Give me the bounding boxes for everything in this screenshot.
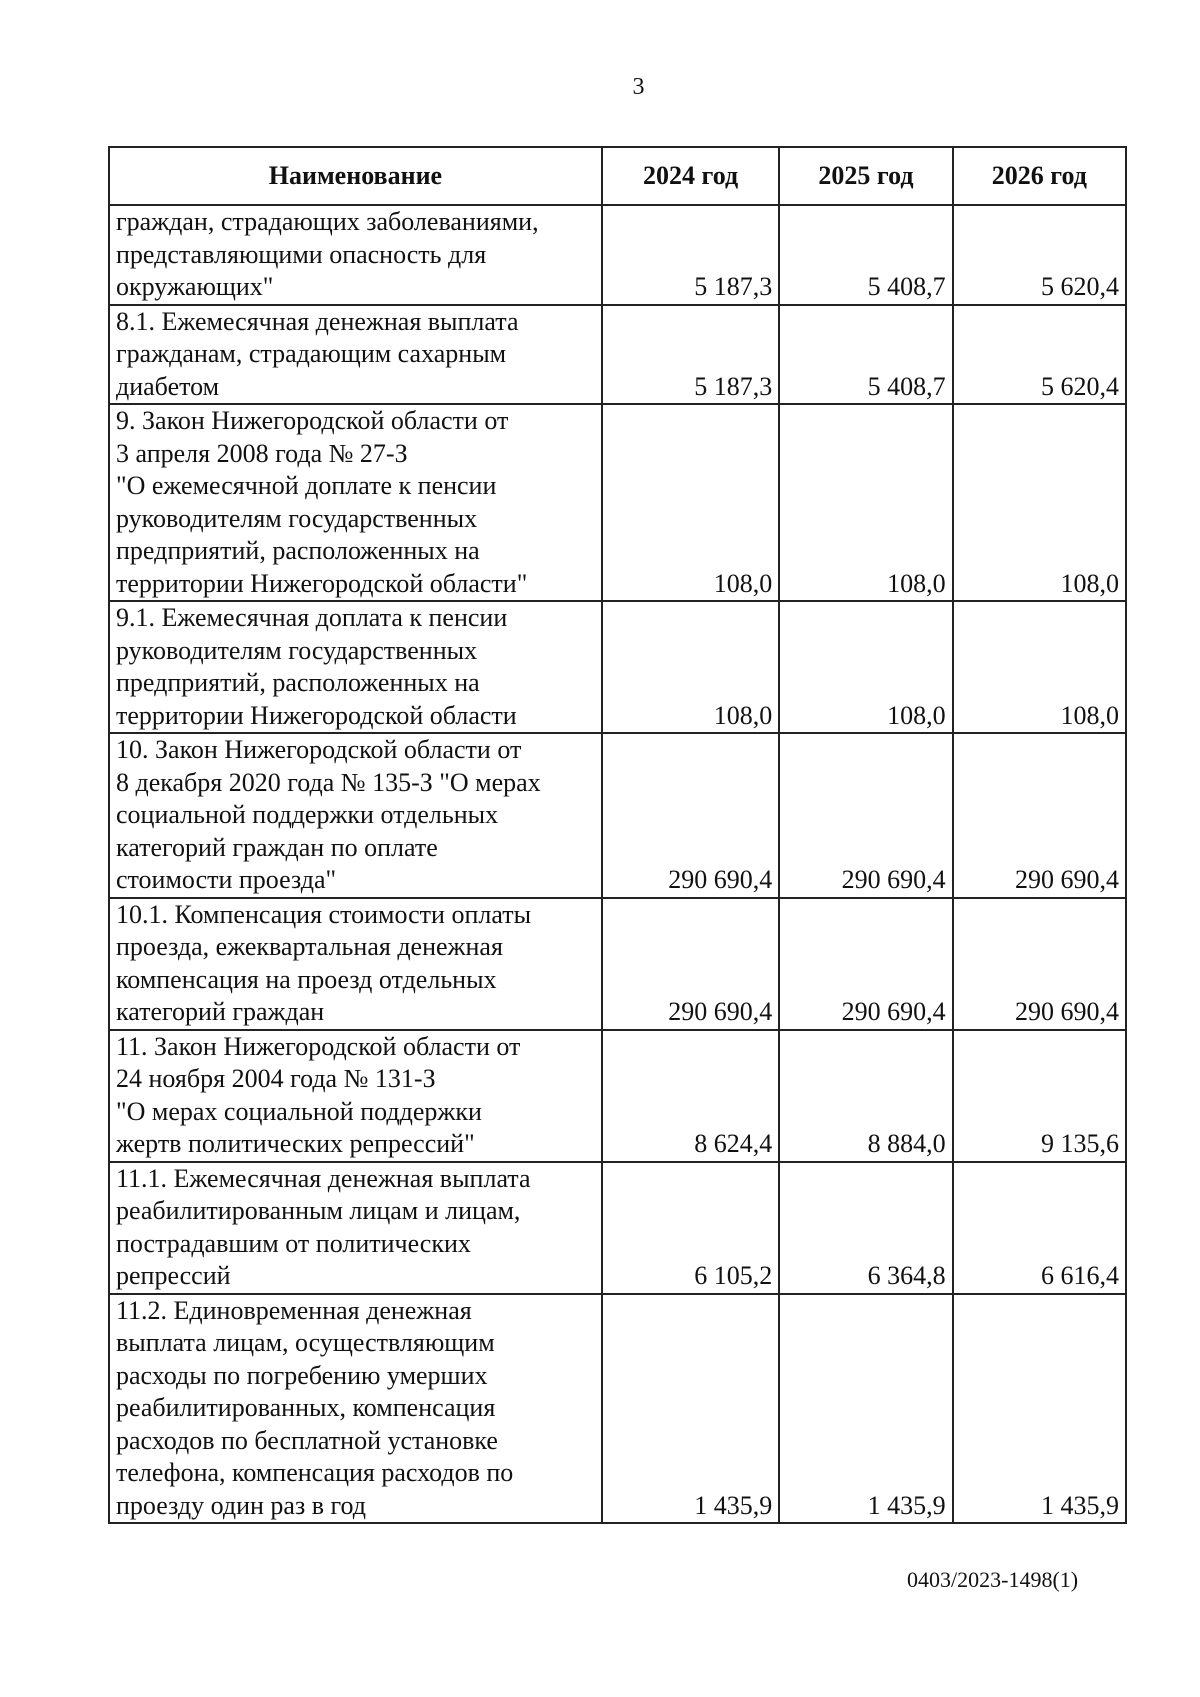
header-name: Наименование xyxy=(109,147,602,205)
row-value-2025: 8 884,0 xyxy=(779,1030,952,1162)
row-value-2025: 290 690,4 xyxy=(779,898,952,1030)
row-name: 10. Закон Нижегородской области от 8 декабря 2020 года № 135-З "О мерах социальной поддержки отдельных категорий граждан по оплате стоимости проезда" xyxy=(109,733,602,898)
row-value-2026: 5 620,4 xyxy=(953,205,1126,305)
row-value-2026: 6 616,4 xyxy=(953,1162,1126,1294)
row-value-2025: 6 364,8 xyxy=(779,1162,952,1294)
row-value-2025: 108,0 xyxy=(779,404,952,601)
table-row xyxy=(109,1162,1126,1294)
table-row xyxy=(109,1294,1126,1524)
row-value-2025: 290 690,4 xyxy=(779,733,952,898)
budget-table xyxy=(108,146,1127,1524)
row-value-2024: 6 105,2 xyxy=(602,1162,779,1294)
header-2025: 2025 год xyxy=(779,147,952,205)
row-value-2025: 1 435,9 xyxy=(779,1294,952,1524)
row-value-2024: 5 187,3 xyxy=(602,305,779,405)
row-value-2025: 5 408,7 xyxy=(779,205,952,305)
row-name: граждан, страдающих заболеваниями, представляющими опасность для окружающих" xyxy=(109,205,602,305)
header-2026: 2026 год xyxy=(953,147,1126,205)
row-name: 8.1. Ежемесячная денежная выплата гражданам, страдающим сахарным диабетом xyxy=(109,305,602,405)
row-value-2024: 8 624,4 xyxy=(602,1030,779,1162)
row-value-2024: 290 690,4 xyxy=(602,733,779,898)
row-value-2024: 1 435,9 xyxy=(602,1294,779,1524)
row-name: 11. Закон Нижегородской области от 24 ноября 2004 года № 131-З "О мерах социальной поддержки жертв политических репрессий" xyxy=(109,1030,602,1162)
document-code: 0403/2023-1498(1) xyxy=(907,1567,1079,1592)
row-value-2024: 5 187,3 xyxy=(602,205,779,305)
table-row xyxy=(109,1030,1126,1162)
row-name: 11.2. Единовременная денежная выплата лицам, осуществляющим расходы по погребению умерших реабилитированных, компенсация расходов по бесплатной установке телефона, компенсация расходов по проезду один раз в год xyxy=(109,1294,602,1524)
row-value-2026: 290 690,4 xyxy=(953,898,1126,1030)
row-name: 11.1. Ежемесячная денежная выплата реабилитированным лицам и лицам, пострадавшим от политических репрессий xyxy=(109,1162,602,1294)
row-value-2026: 290 690,4 xyxy=(953,733,1126,898)
table-row xyxy=(109,733,1126,898)
row-value-2026: 108,0 xyxy=(953,404,1126,601)
row-value-2024: 108,0 xyxy=(602,601,779,733)
row-name: 9.1. Ежемесячная доплата к пенсии руководителям государственных предприятий, расположенных на территории Нижегородской области xyxy=(109,601,602,733)
row-value-2025: 108,0 xyxy=(779,601,952,733)
table-row xyxy=(109,205,1126,305)
header-2024: 2024 год xyxy=(602,147,779,205)
row-value-2026: 108,0 xyxy=(953,601,1126,733)
row-value-2025: 5 408,7 xyxy=(779,305,952,405)
row-name: 9. Закон Нижегородской области от 3 апреля 2008 года № 27-З "О ежемесячной доплате к пенсии руководителям государственных предприятий, расположенных на территории Нижегородской области" xyxy=(109,404,602,601)
table-row xyxy=(109,305,1126,405)
table-row xyxy=(109,898,1126,1030)
page-number: 3 xyxy=(632,74,645,100)
row-value-2024: 108,0 xyxy=(602,404,779,601)
row-value-2024: 290 690,4 xyxy=(602,898,779,1030)
table-row xyxy=(109,601,1126,733)
table-row xyxy=(109,404,1126,601)
row-value-2026: 9 135,6 xyxy=(953,1030,1126,1162)
row-value-2026: 5 620,4 xyxy=(953,305,1126,405)
row-name: 10.1. Компенсация стоимости оплаты проезда, ежеквартальная денежная компенсация на проезд отдельных категорий граждан xyxy=(109,898,602,1030)
row-value-2026: 1 435,9 xyxy=(953,1294,1126,1524)
table-header-row xyxy=(109,147,1126,205)
